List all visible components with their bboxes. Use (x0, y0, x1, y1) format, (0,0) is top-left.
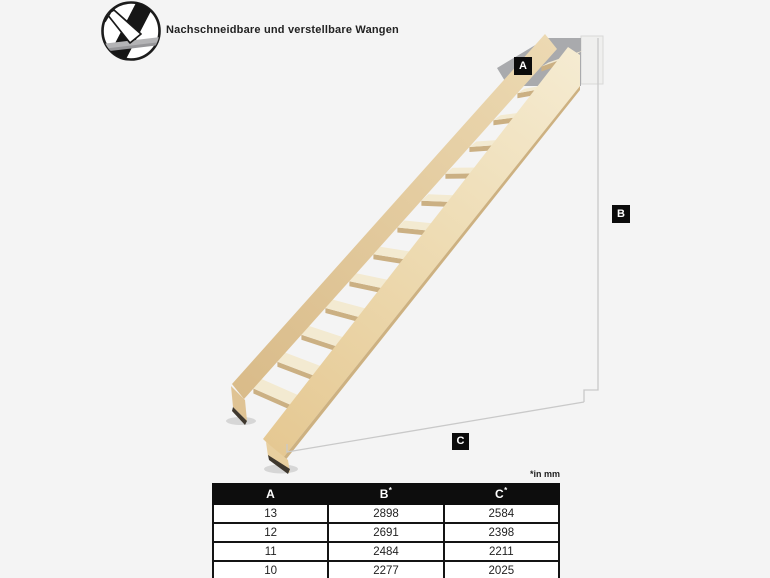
table-cell: 2691 (328, 523, 443, 542)
table-row (213, 542, 559, 561)
dimension-line-b (584, 38, 598, 402)
table-cell: 2211 (444, 542, 559, 561)
table-body (213, 504, 559, 578)
near-stringer (263, 47, 580, 458)
table-cell: 12 (213, 523, 328, 542)
table-cell: 11 (213, 542, 328, 561)
col-header-a: A (213, 484, 328, 504)
table-cell: 13 (213, 504, 328, 523)
dimension-label-b: B (612, 205, 630, 223)
dimension-line-c (287, 402, 584, 452)
table-cell: 10 (213, 561, 328, 578)
col-header-c: C* (444, 484, 559, 504)
table-cell: 2898 (328, 504, 443, 523)
table-cell: 2277 (328, 561, 443, 578)
table-row (213, 523, 559, 542)
dimension-label-c: C (452, 433, 469, 450)
table-header (213, 484, 559, 504)
dimension-table (212, 483, 560, 578)
table-cell: 2398 (444, 523, 559, 542)
near-stringer-edge (283, 86, 580, 462)
feature-title: Nachschneidbare und verstellbare Wangen (166, 24, 399, 36)
wall-corner (581, 36, 603, 84)
dimension-label-a: A (514, 57, 532, 75)
table-cell: 2584 (444, 504, 559, 523)
unit-note: *in mm (529, 469, 560, 479)
far-stringer (232, 34, 557, 399)
table-row (213, 561, 559, 578)
table-cell: 2025 (444, 561, 559, 578)
table-row (213, 504, 559, 523)
table-cell: 2484 (328, 542, 443, 561)
col-header-b: B* (328, 484, 443, 504)
